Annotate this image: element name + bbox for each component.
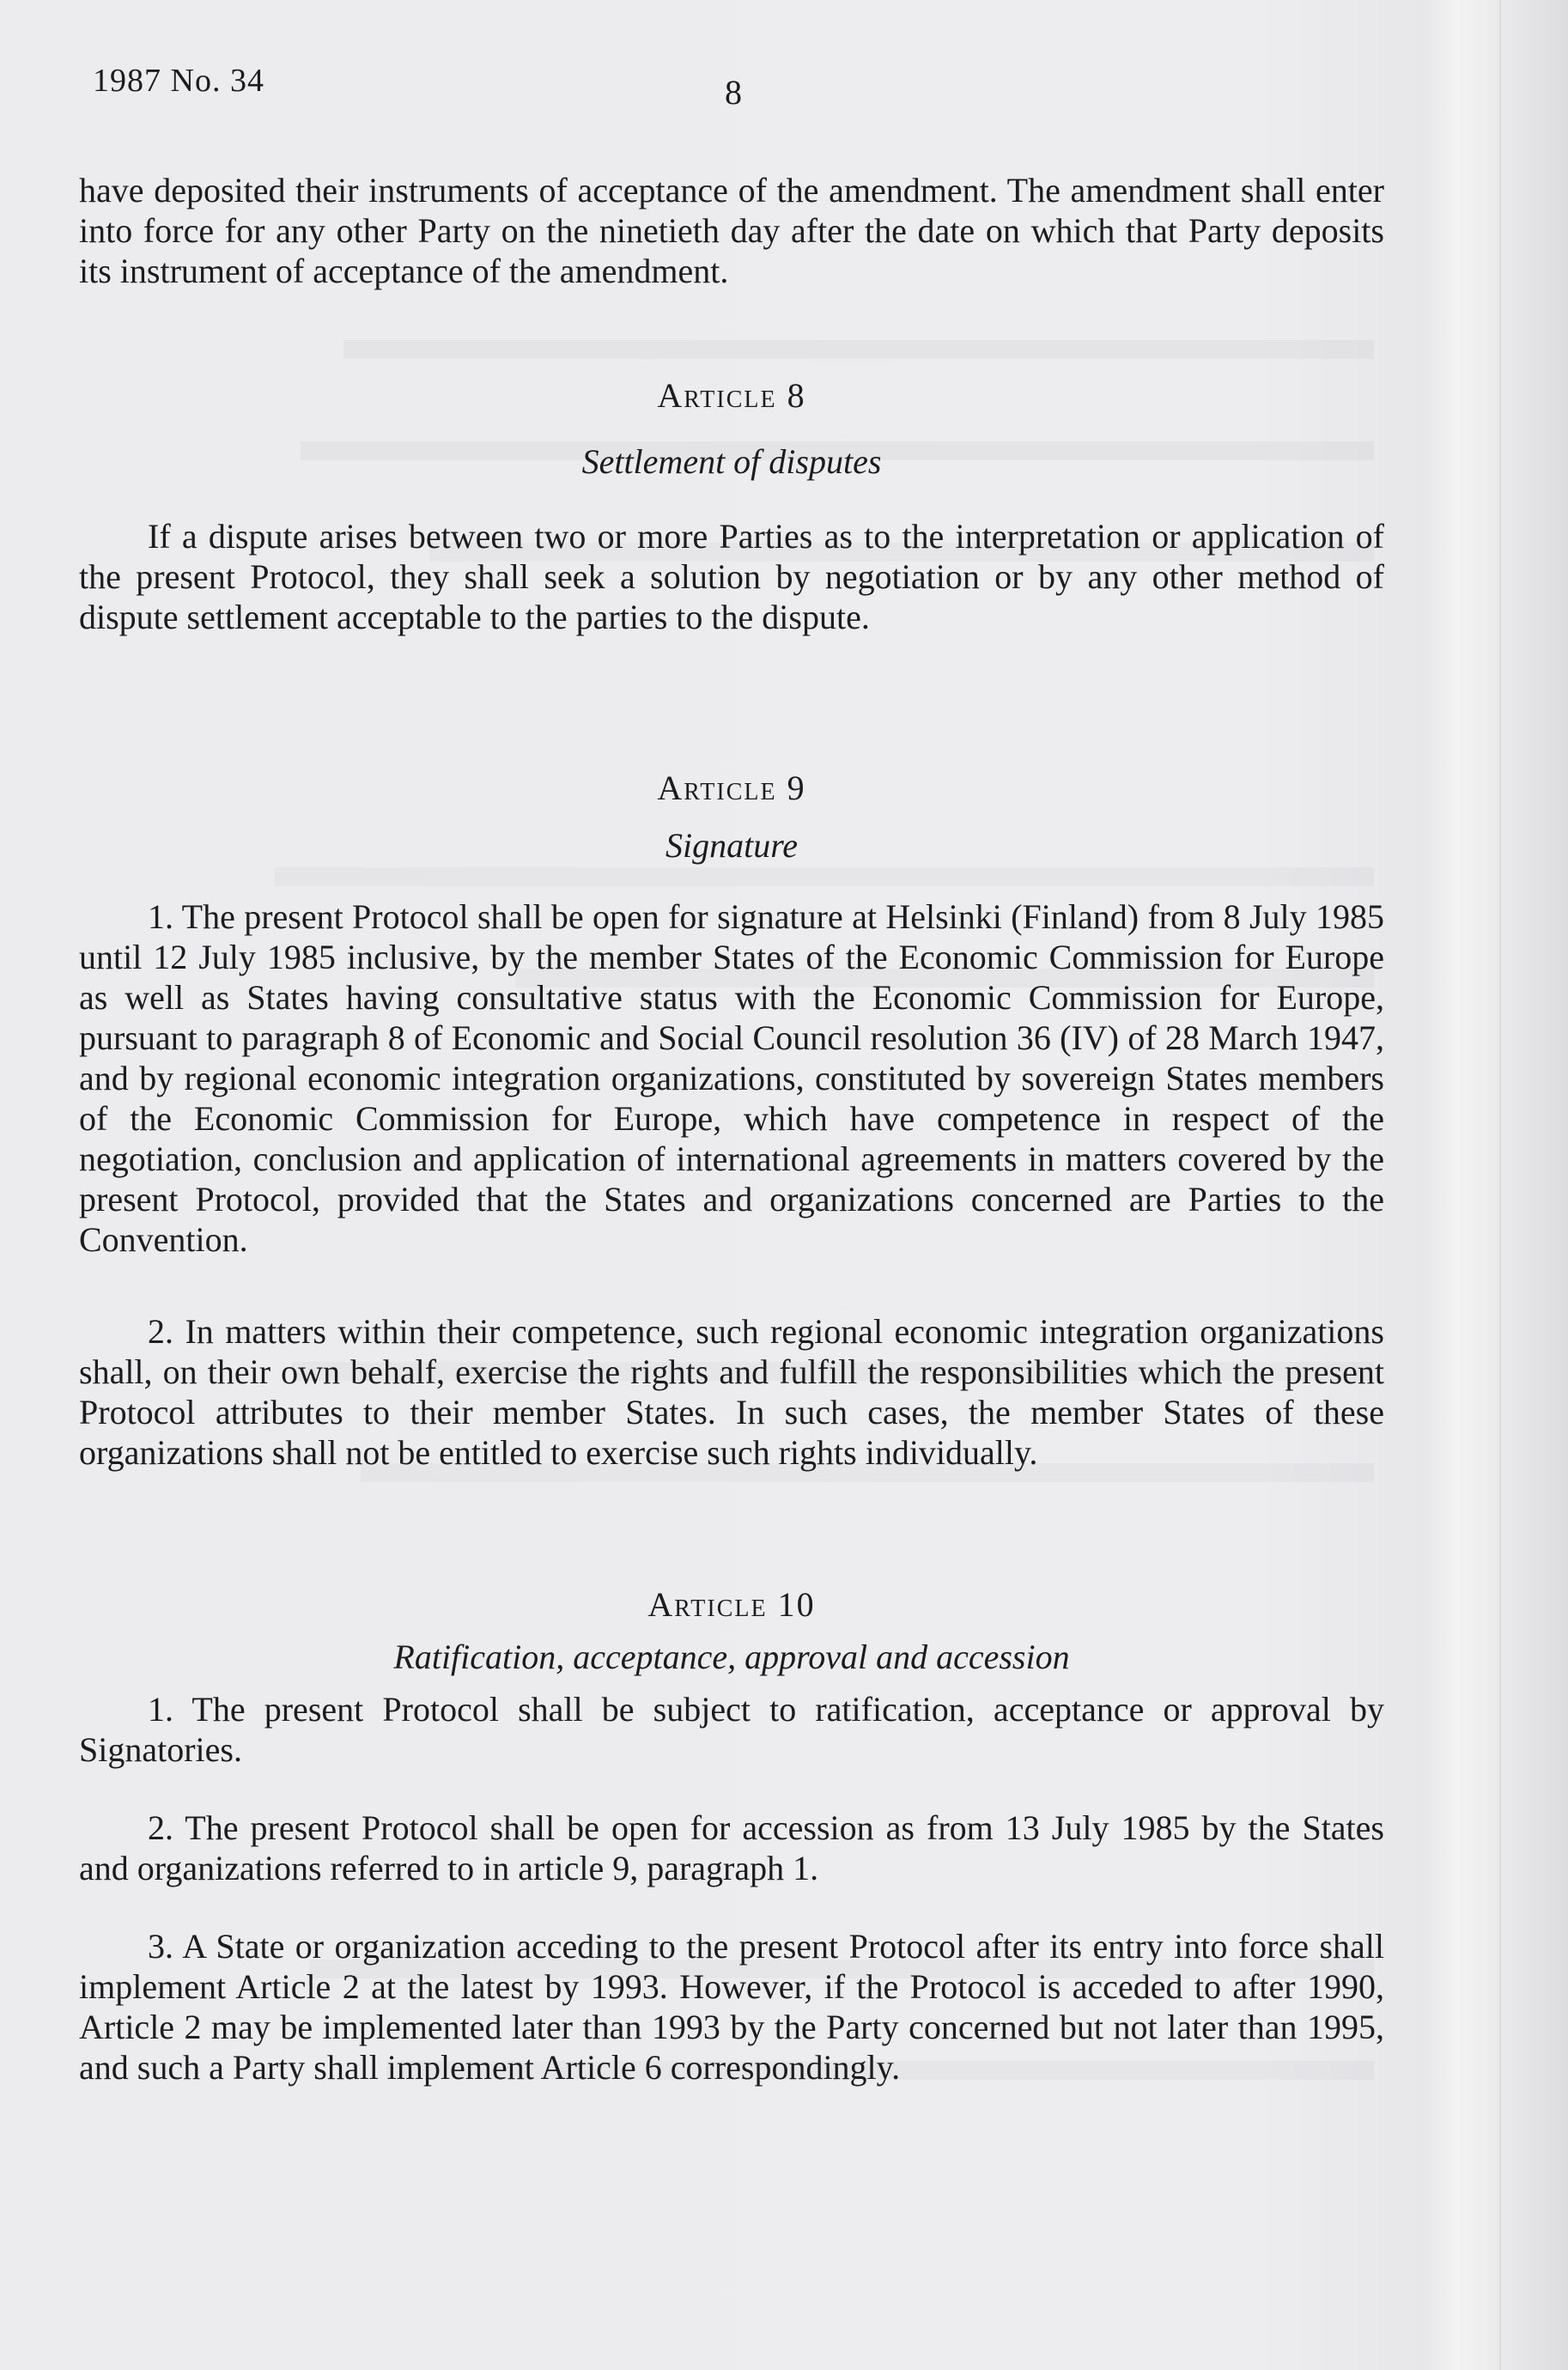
page-header bbox=[93, 62, 1381, 113]
page-number: 8 bbox=[725, 73, 742, 112]
article-9-paragraph-2: 2. In matters within their competence, such regional economic integration organizations shall, on their own behalf, exercise the rights and fulfill the responsibilities which the present Protocol attributes to their member States. In such cases, the member States of these organizations shall not be entitled to exercise such rights individually. bbox=[79, 1312, 1384, 1472]
article-10-title: Ratification, acceptance, approval and accession bbox=[393, 1638, 1070, 1676]
article-10-heading: Article 10 bbox=[647, 1585, 816, 1624]
article-9-title: Signature bbox=[665, 826, 799, 865]
document-body bbox=[79, 170, 1384, 2087]
document-reference: 1987 No. 34 bbox=[93, 63, 264, 99]
article-9-heading: Article 9 bbox=[657, 769, 806, 807]
article-10-paragraph-3: 3. A State or organization acceding to the present Protocol after its entry into force shall implement Article 2 at the latest by 1993. However, if the Protocol is acceded to after 1990, Article 2 may be implemented later than 1993 by the Party concerned but not later than 1995, and such a Party shall implement Article 6 correspondingly. bbox=[79, 1927, 1384, 2087]
article-10-paragraph-2: 2. The present Protocol shall be open for accession as from 13 July 1985 by the States and organizations referred to in article 9, paragraph 1. bbox=[79, 1808, 1384, 1887]
intro-paragraph: have deposited their instruments of acceptance of the amendment. The amendment shall enter into force for any other Party on the ninetieth day after the date on which that Party deposits its instrument of acceptance of the amendment. bbox=[79, 171, 1384, 290]
page-edge bbox=[1498, 0, 1502, 2370]
article-10-paragraph-1: 1. The present Protocol shall be subject to ratification, acceptance or approval by Signatories. bbox=[79, 1690, 1384, 1769]
article-8-heading: Article 8 bbox=[657, 376, 806, 415]
article-8-paragraph: If a dispute arises between two or more Parties as to the interpretation or application of the present Protocol, they shall seek a solution by negotiation or by any other method of dispute settlement acceptable to the parties to the dispute. bbox=[79, 517, 1384, 636]
article-8-title: Settlement of disputes bbox=[581, 442, 882, 481]
article-9-paragraph-1: 1. The present Protocol shall be open for signature at Helsinki (Finland) from 8 July 1985 until 12 July 1985 inclusive, by the member States of the Economic Commission for Europe as well as States having consultative status with the Economic Commission for Europe, pursuant to paragraph 8 of Economic and Social Council resolution 36 (IV) of 28 March 1947, and by regional economic integration organizations, constituted by sovereign States members of the Economic Commission for Europe, which have competence in respect of the negotiation, conclusion and application of international agreements in matters covered by the present Protocol, provided that the States and organizations concerned are Parties to the Convention. bbox=[79, 897, 1384, 1259]
